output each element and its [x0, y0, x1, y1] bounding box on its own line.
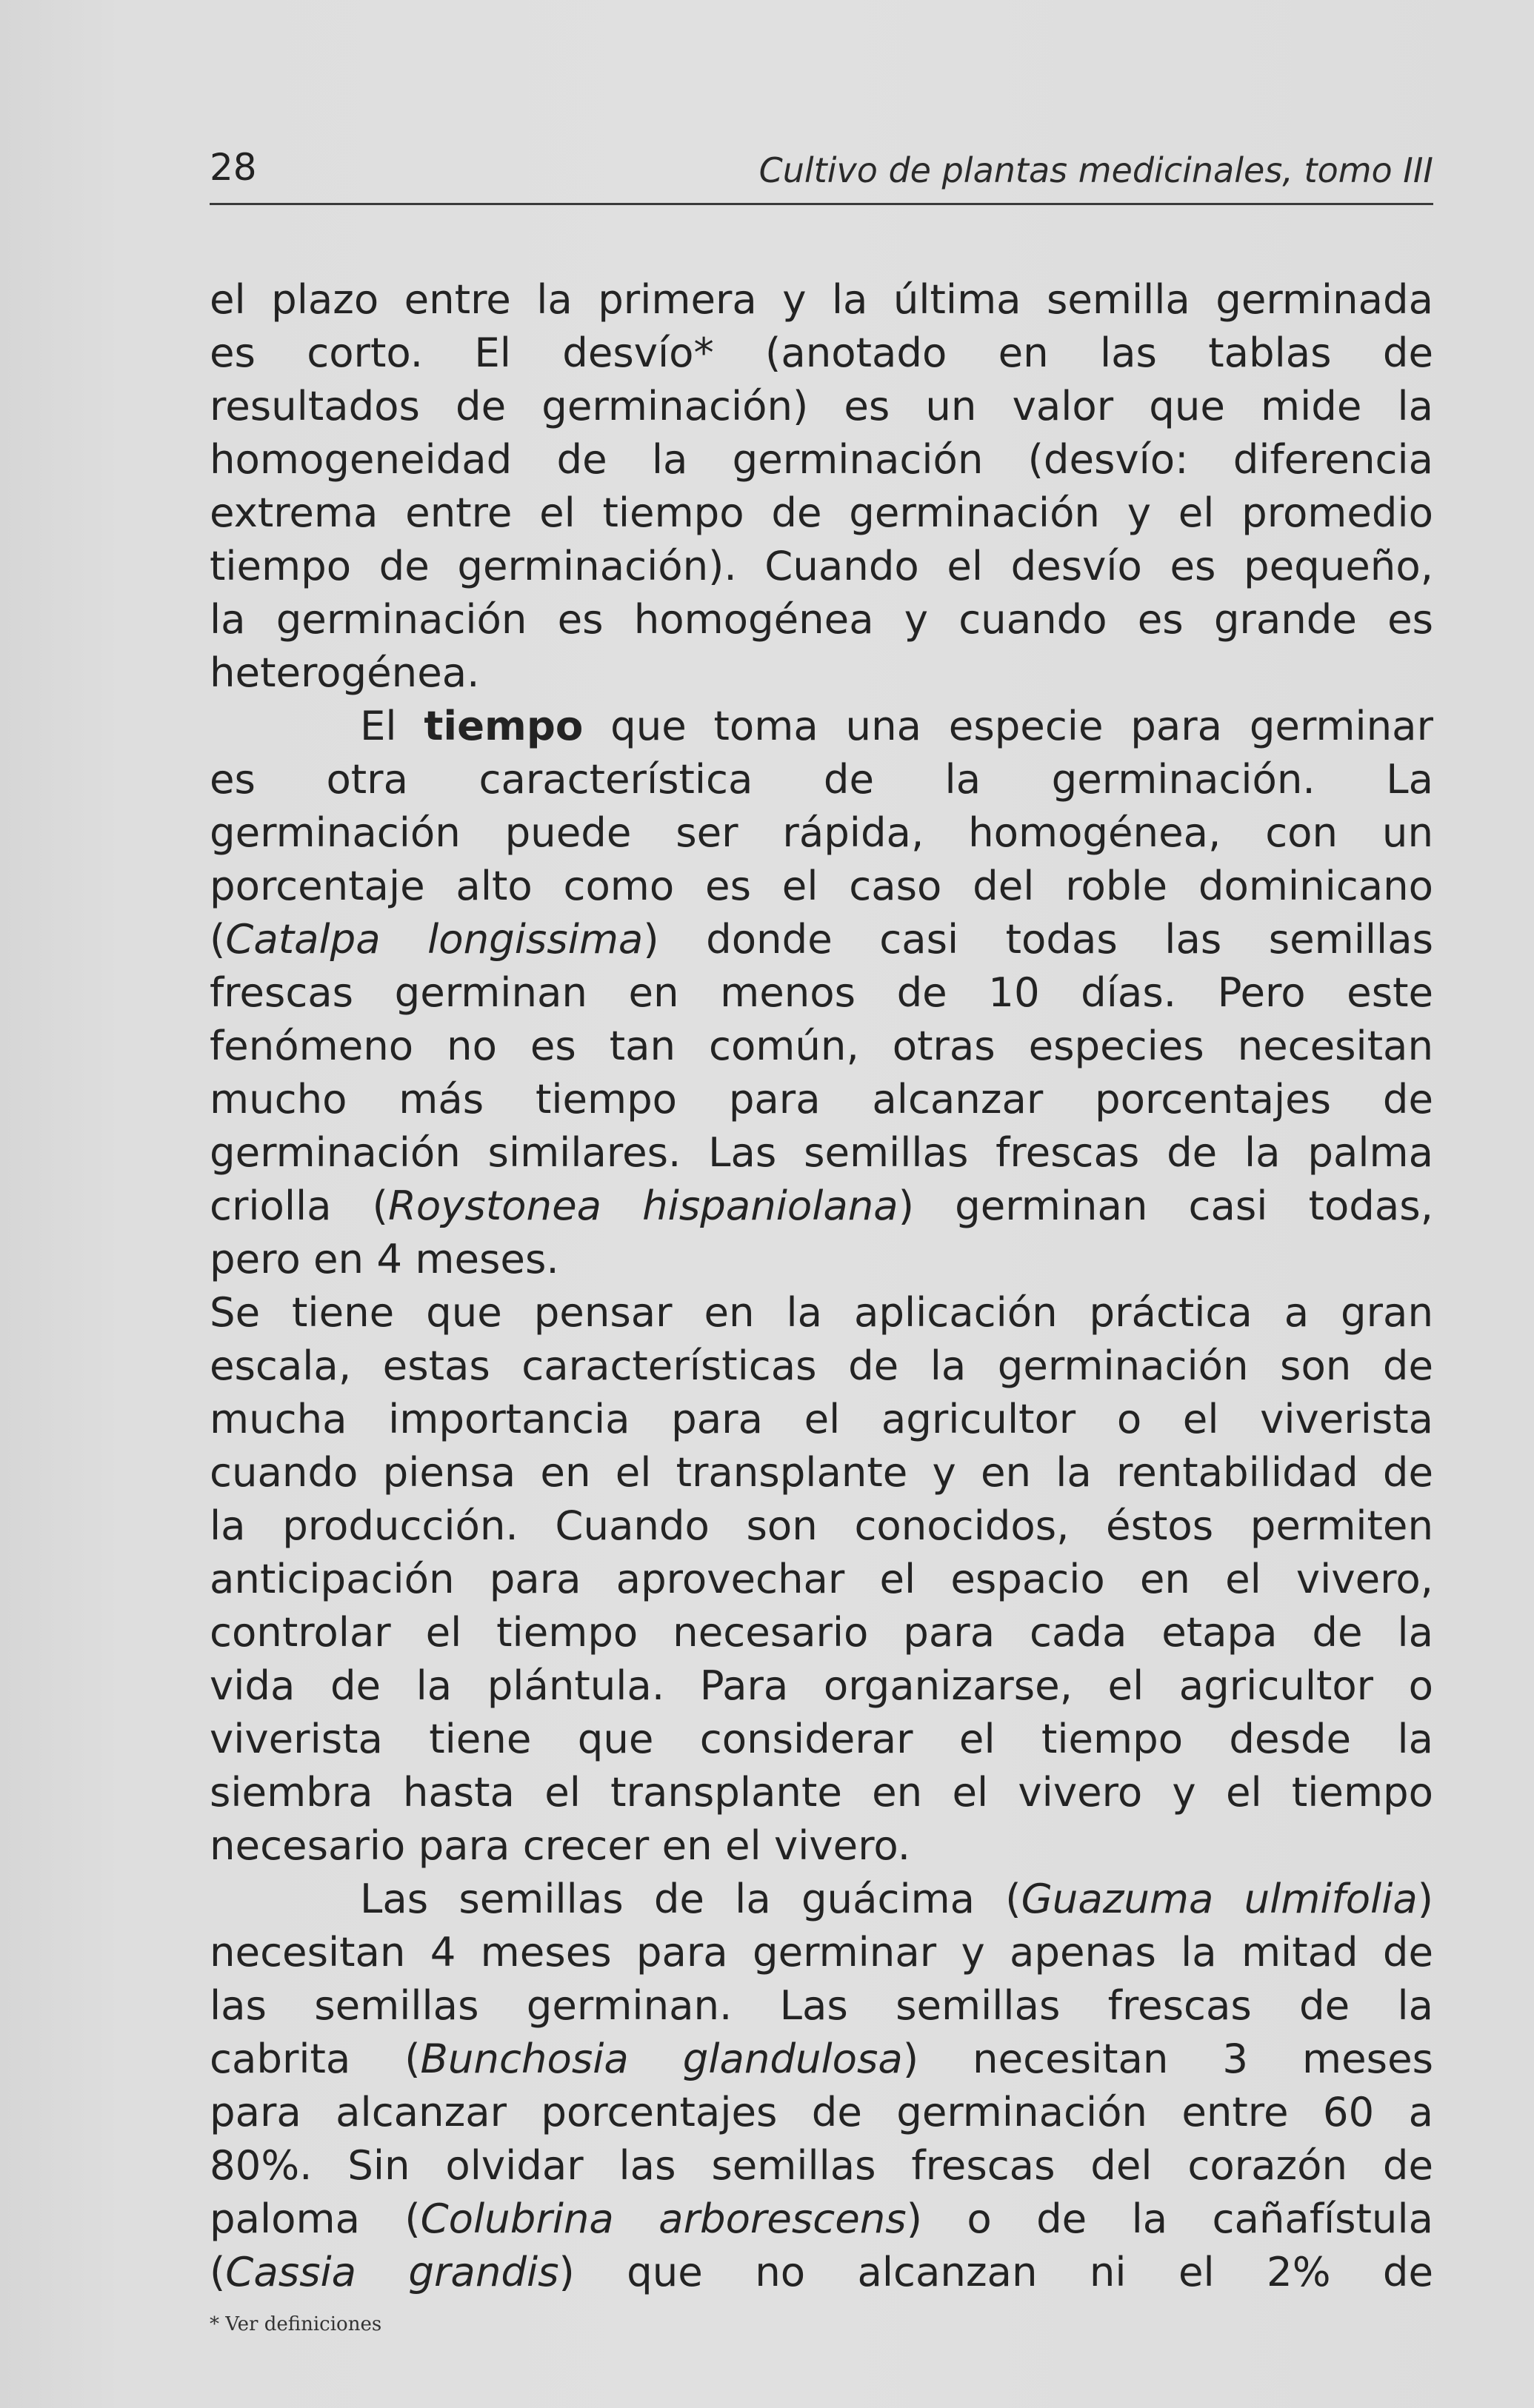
- text-line: controlar el tiempo necesario para cada etapa de la: [210, 1608, 1433, 1656]
- text-line: porcentaje alto como es el caso del roble dominicano: [210, 862, 1433, 909]
- paragraph-germination-time: [210, 699, 1433, 1285]
- paragraph-slow-species: [210, 1872, 1433, 2298]
- text-line: para alcanzar porcentajes de germinación entre 60 a: [210, 2088, 1433, 2136]
- text-line: cuando piensa en el transplante y en la rentabilidad de: [210, 1448, 1433, 1496]
- text-line: la producción. Cuando son conocidos, éstos permiten: [210, 1502, 1433, 1549]
- species-name: Roystonea hispaniolana: [387, 1182, 898, 1229]
- text-line: frescas germinan en menos de 10 días. Pero este: [210, 969, 1433, 1016]
- running-title: Cultivo de plantas medicinales, tomo III: [758, 150, 1433, 190]
- bold-term: tiempo: [424, 702, 584, 749]
- text-line: es otra característica de la germinación. La: [210, 755, 1433, 803]
- text-line: viverista tiene que considerar el tiempo desde la: [210, 1715, 1433, 1762]
- text-line: paloma (Colubrina arborescens) o de la cañafístula: [210, 2195, 1433, 2242]
- text-line: resultados de germinación) es un valor que mide la: [210, 382, 1433, 429]
- species-name: Colubrina arborescens: [420, 2195, 907, 2242]
- paragraph-germination-spread: [210, 272, 1433, 699]
- species-name: Cassia grandis: [225, 2248, 559, 2295]
- text-line: heterogénea.: [210, 649, 480, 696]
- footnote: * Ver definiciones: [210, 2313, 382, 2335]
- species-name: Catalpa longissima: [225, 915, 644, 963]
- text-line: anticipación para aprovechar el espacio en el vivero,: [210, 1555, 1433, 1602]
- text-line: mucha importancia para el agricultor o el viverista: [210, 1395, 1433, 1442]
- text-line: vida de la plántula. Para organizarse, el agricultor o: [210, 1662, 1433, 1709]
- text-line: cabrita (Bunchosia glandulosa) necesitan 3 meses: [210, 2035, 1433, 2082]
- text-line: las semillas germinan. Las semillas frescas de la: [210, 1981, 1433, 2029]
- text-line: germinación similares. Las semillas frescas de la palma: [210, 1128, 1433, 1176]
- text-line: Se tiene que pensar en la aplicación práctica a gran: [210, 1288, 1433, 1336]
- text-line: necesitan 4 meses para germinar y apenas la mitad de: [210, 1928, 1433, 1976]
- text-line: (Cassia grandis) que no alcanzan ni el 2% de: [210, 2248, 1433, 2295]
- text-line: escala, estas características de la germinación son de: [210, 1342, 1433, 1389]
- species-name: Bunchosia glandulosa: [420, 2035, 903, 2082]
- text-line: Las semillas de la guácima (Guazuma ulmifolia): [360, 1875, 1433, 1922]
- text-line: 80%. Sin olvidar las semillas frescas del corazón de: [210, 2141, 1433, 2189]
- body-text: [210, 272, 1433, 2298]
- text-line: es corto. El desvío* (anotado en las tablas de: [210, 329, 1433, 376]
- text-line: mucho más tiempo para alcanzar porcentajes de: [210, 1075, 1433, 1123]
- text-line: extrema entre el tiempo de germinación y el promedio: [210, 489, 1433, 536]
- text-line: tiempo de germinación). Cuando el desvío es pequeño,: [210, 542, 1433, 589]
- page-number: 28: [210, 146, 257, 189]
- species-name: Guazuma ulmifolia: [1021, 1875, 1418, 1922]
- text-line: fenómeno no es tan común, otras especies necesitan: [210, 1022, 1433, 1069]
- text-line: la germinación es homogénea y cuando es grande es: [210, 595, 1433, 643]
- page-header: [210, 142, 1433, 205]
- text-line: germinación puede ser rápida, homogénea, con un: [210, 809, 1433, 856]
- text-line: el plazo entre la primera y la última semilla germinada: [210, 275, 1433, 323]
- paragraph-practical-application: [210, 1285, 1433, 1872]
- text-line: homogeneidad de la germinación (desvío: diferencia: [210, 435, 1433, 483]
- text-line: pero en 4 meses.: [210, 1235, 559, 1282]
- text-line: El tiempo que toma una especie para germinar: [360, 702, 1433, 749]
- text-line: necesario para crecer en el vivero.: [210, 1822, 911, 1869]
- text-line: criolla (Roystonea hispaniolana) germinan casi todas,: [210, 1182, 1433, 1229]
- text-line: siembra hasta el transplante en el vivero y el tiempo: [210, 1768, 1433, 1816]
- text-line: (Catalpa longissima) donde casi todas las semillas: [210, 915, 1433, 963]
